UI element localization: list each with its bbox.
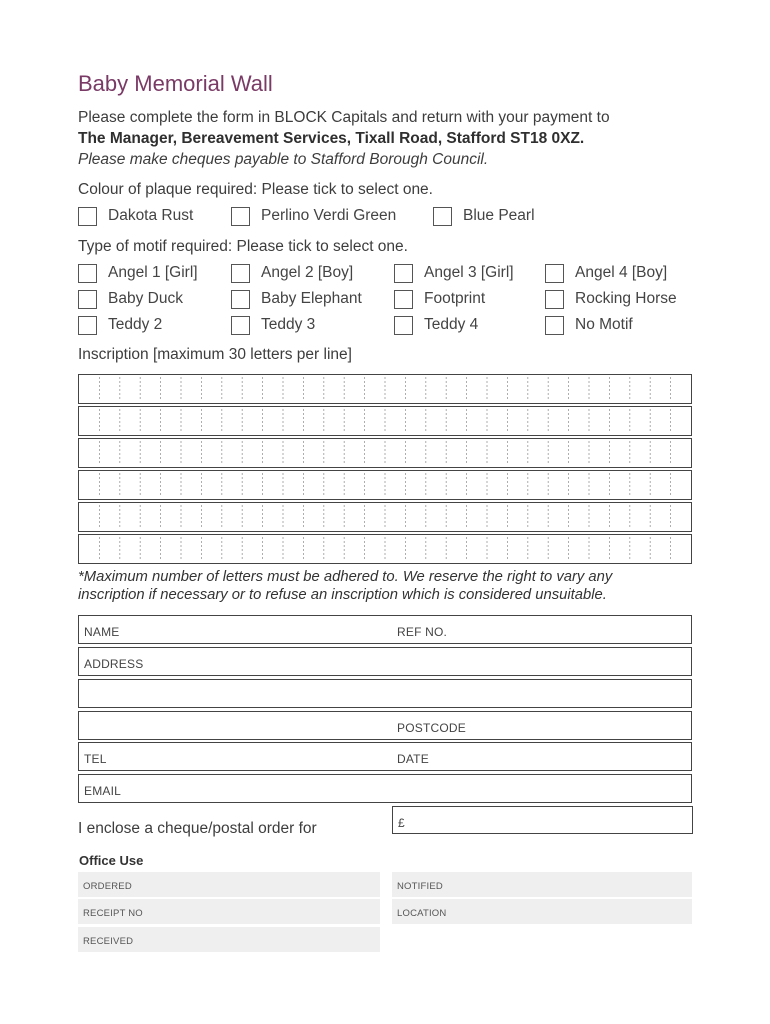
office-receipt-no: [78, 899, 380, 924]
office-notified: [392, 872, 692, 897]
motif-option-teddy-2[interactable]: [78, 314, 162, 336]
inscription-line[interactable]: [78, 502, 692, 532]
office-location-label: LOCATION: [397, 908, 447, 919]
enclose-label: I enclose a cheque/postal order for: [78, 820, 317, 837]
motif-option-baby-duck[interactable]: [78, 288, 183, 310]
amount-field[interactable]: [392, 806, 693, 834]
inscription-label: Inscription [maximum 30 letters per line]: [78, 346, 352, 363]
motif-option-teddy-3[interactable]: [231, 314, 315, 336]
option-label: Teddy 2: [108, 316, 163, 333]
office-use-title: Office Use: [79, 853, 144, 868]
option-label: Dakota Rust: [108, 207, 194, 224]
motif-option-rocking-horse[interactable]: [545, 288, 677, 310]
office-receipt-no-label: RECEIPT NO: [83, 908, 143, 919]
intro-line-1: Please complete the form in BLOCK Capitals and return with your payment to: [78, 109, 610, 126]
inscription-note-line-2: inscription if necessary or to refuse an inscription which is considered unsuitable.: [78, 587, 607, 603]
checkbox[interactable]: [394, 316, 413, 335]
motif-option-footprint[interactable]: [394, 288, 485, 310]
motif-option-angel-2[interactable]: [231, 262, 353, 284]
option-label: Baby Elephant: [261, 290, 362, 307]
checkbox[interactable]: [231, 290, 250, 309]
email-label: EMAIL: [84, 784, 122, 798]
option-label: No Motif: [575, 316, 633, 333]
office-ordered-label: ORDERED: [83, 881, 132, 892]
motif-section-label: Type of motif required: Please tick to select one.: [78, 238, 408, 255]
inscription-line[interactable]: [78, 534, 692, 564]
checkbox[interactable]: [231, 207, 250, 226]
tel-date-row: [78, 742, 692, 771]
name-ref-row: [78, 615, 692, 644]
option-label: Teddy 3: [261, 316, 316, 333]
return-address: The Manager, Bereavement Services, Tixall Road, Stafford ST18 0XZ.: [78, 130, 585, 147]
ref-no-field[interactable]: REF NO.: [397, 625, 448, 639]
checkbox[interactable]: [78, 290, 97, 309]
checkbox[interactable]: [78, 316, 97, 335]
office-received-label: RECEIVED: [83, 936, 134, 947]
option-label: Angel 2 [Boy]: [261, 264, 354, 281]
option-label: Rocking Horse: [575, 290, 677, 307]
email-row[interactable]: [78, 774, 692, 803]
motif-option-no-motif[interactable]: [545, 314, 633, 336]
colour-option-blue-pearl[interactable]: [433, 205, 535, 227]
motif-option-angel-4[interactable]: [545, 262, 667, 284]
office-received: [78, 927, 380, 952]
currency-symbol: £: [398, 816, 405, 830]
checkbox[interactable]: [545, 316, 564, 335]
colour-option-dakota-rust[interactable]: [78, 205, 193, 227]
motif-option-angel-3[interactable]: [394, 262, 514, 284]
motif-option-teddy-4[interactable]: [394, 314, 478, 336]
cheque-payable-note: Please make cheques payable to Stafford Borough Council.: [78, 151, 489, 168]
office-location: [392, 899, 692, 924]
option-label: Angel 1 [Girl]: [108, 264, 198, 281]
option-label: Teddy 4: [424, 316, 479, 333]
motif-option-baby-elephant[interactable]: [231, 288, 362, 310]
option-label: Baby Duck: [108, 290, 183, 307]
checkbox[interactable]: [231, 316, 250, 335]
address-row-1[interactable]: [78, 647, 692, 676]
inscription-line[interactable]: [78, 438, 692, 468]
office-ordered: [78, 872, 380, 897]
name-field[interactable]: NAME: [84, 625, 120, 639]
inscription-line[interactable]: [78, 374, 692, 404]
checkbox[interactable]: [394, 290, 413, 309]
checkbox[interactable]: [433, 207, 452, 226]
inscription-line[interactable]: [78, 406, 692, 436]
motif-option-angel-1[interactable]: [78, 262, 198, 284]
checkbox[interactable]: [231, 264, 250, 283]
form-title: Baby Memorial Wall: [78, 71, 273, 96]
office-notified-label: NOTIFIED: [397, 881, 443, 892]
option-label: Angel 4 [Boy]: [575, 264, 668, 281]
checkbox[interactable]: [545, 264, 564, 283]
option-label: Perlino Verdi Green: [261, 207, 397, 224]
checkbox[interactable]: [78, 207, 97, 226]
checkbox[interactable]: [78, 264, 97, 283]
address-label: ADDRESS: [84, 657, 144, 671]
colour-option-perlino-verdi-green[interactable]: [231, 205, 396, 227]
address-row-2[interactable]: [78, 679, 692, 708]
checkbox[interactable]: [545, 290, 564, 309]
address-postcode-row: [78, 711, 692, 740]
postcode-field[interactable]: POSTCODE: [397, 721, 466, 735]
tel-field[interactable]: TEL: [84, 752, 107, 766]
colour-section-label: Colour of plaque required: Please tick to select one.: [78, 181, 433, 198]
checkbox[interactable]: [394, 264, 413, 283]
option-label: Angel 3 [Girl]: [424, 264, 514, 281]
date-field[interactable]: DATE: [397, 752, 429, 766]
option-label: Footprint: [424, 290, 486, 307]
inscription-line[interactable]: [78, 470, 692, 500]
option-label: Blue Pearl: [463, 207, 535, 224]
inscription-note-line-1: *Maximum number of letters must be adhered to. We reserve the right to vary any: [78, 569, 613, 585]
